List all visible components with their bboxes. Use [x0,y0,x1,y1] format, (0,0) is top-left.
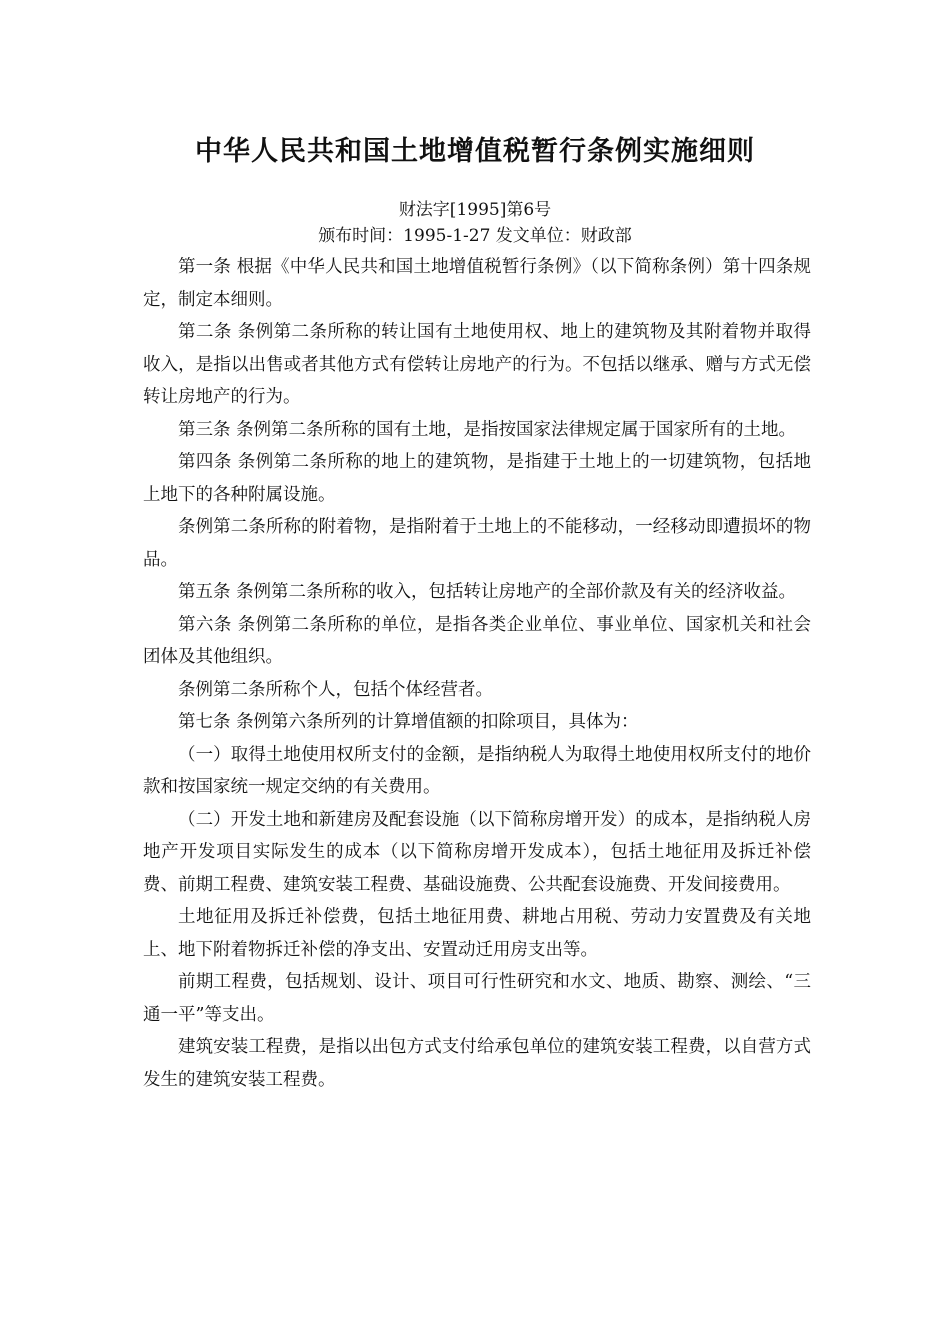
paragraph: 条例第二条所称的附着物，是指附着于土地上的不能移动，一经移动即遭损坏的物品。 [143,517,811,570]
document-body [143,251,811,1096]
paragraph: 第一条 根据《中华人民共和国土地增值税暂行条例》（以下简称条例）第十四条规定，制定本细则。 [143,257,811,310]
paragraph: 第三条 条例第二条所称的国有土地，是指按国家法律规定属于国家所有的土地。 [178,419,797,440]
paragraph: 土地征用及拆迁补偿费，包括土地征用费、耕地占用税、劳动力安置费及有关地上、地下附着物拆迁补偿的净支出、安置动迁用房支出等。 [143,907,811,960]
document-title: 中华人民共和国土地增值税暂行条例实施细则 [195,136,755,167]
paragraph: （一）取得土地使用权所支付的金额，是指纳税人为取得土地使用权所支付的地价款和按国家统一规定交纳的有关费用。 [143,744,811,797]
paragraph: 第六条 条例第二条所称的单位，是指各类企业单位、事业单位、国家机关和社会团体及其他组织。 [143,614,811,667]
paragraph: （二）开发土地和新建房及配套设施（以下简称房增开发）的成本，是指纳税人房地产开发项目实际发生的成本（以下简称房增开发成本），包括土地征用及拆迁补偿费、前期工程费、建筑安装工程费、基础设施费、公共配套设施费、开发间接费用。 [143,809,811,895]
paragraph: 条例第二条所称个人，包括个体经营者。 [178,679,493,700]
paragraph: 第七条 条例第六条所列的计算增值额的扣除项目，具体为： [178,712,639,732]
publish-info: 颁布时间：1995-1-27 发文单位：财政部 [318,226,632,246]
paragraph: 第五条 条例第二条所称的收入，包括转让房地产的全部价款及有关的经济收益。 [178,582,797,602]
paragraph: 第四条 条例第二条所称的地上的建筑物，是指建于土地上的一切建筑物，包括地上地下的各种附属设施。 [143,452,811,505]
paragraph: 第二条 条例第二条所称的转让国有土地使用权、地上的建筑物及其附着物并取得收入，是指以出售或者其他方式有偿转让房地产的行为。不包括以继承、赠与方式无偿转让房地产的行为。 [143,322,811,407]
document-number: 财法字[1995]第6号 [398,200,552,220]
paragraph: 建筑安装工程费，是指以出包方式支付给承包单位的建筑安装工程费，以自营方式发生的建筑安装工程费。 [143,1037,811,1090]
paragraph: 前期工程费，包括规划、设计、项目可行性研究和水文、地质、勘察、测绘、“三通一平”等支出。 [143,972,811,1025]
